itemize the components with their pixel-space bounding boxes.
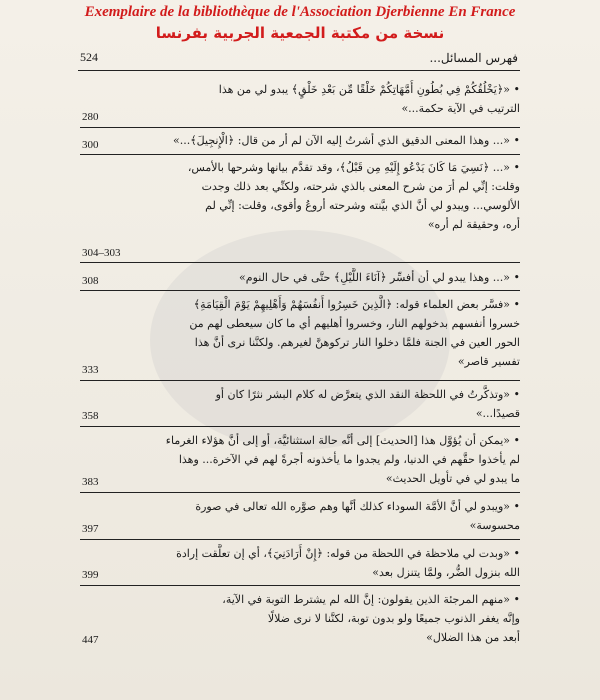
index-entry (80, 497, 520, 535)
separator-rule (85, 380, 520, 381)
entry-line: وقلت: إنِّي لم أرَ من شرح المعنى بالذي شرحته، ولكنِّي بعد ذلك وجدت (201, 180, 520, 193)
entry-page-number: 300 (82, 139, 99, 151)
entry-line: ما يبدو لي في تأويل الحديث» (385, 472, 520, 485)
header-rule (78, 70, 520, 71)
entry-line: الترتيب في الآية حكمة...» (401, 102, 520, 115)
library-stamp-arabic: نسخة من مكتبة الجمعية الجربية بفرنسا (155, 24, 445, 42)
entry-line: • «... وهذا يبدو لي أن أفسِّر ﴿آنَاءَ اللَّيْلِ﴾ حتَّى في حال النوم» (239, 271, 520, 284)
entry-line: • «ويبدو لي أنَّ الأمَّة السوداء كذلك أنَّها وهم صوَّره الله تعالى في صورة (195, 500, 520, 513)
library-stamp-french: Exemplaire de la bibliothèque de l'Association Djerbienne En France (84, 4, 516, 20)
running-header-title: فهرس المسائل... (429, 51, 518, 65)
index-entry (80, 295, 520, 371)
entry-line: • «... ﴿نَسِيَ مَا كَانَ يَدْعُو إِلَيْهِ مِن قَبْلُ﴾، وقد تقدَّم بيانها وشرحها بالأمس، (187, 161, 520, 174)
entry-page-number: 308 (82, 275, 99, 287)
entry-page-number: 447 (82, 634, 99, 646)
entry-page-number: 399 (82, 569, 99, 581)
separator-rule (85, 262, 520, 263)
index-entry (80, 385, 520, 423)
entry-line: • «﴿يَخْلُقُكُمْ فِي بُطُونِ أُمَّهَاتِكُمْ خَلْقًا مِّن بَعْدِ خَلْقٍ﴾ يبدو لي من هذا (218, 83, 520, 96)
running-header-page-number: 524 (80, 50, 98, 64)
separator-rule (85, 290, 520, 291)
entry-line: قصيدًا...» (475, 407, 520, 420)
entry-line: الحور العين في الجنة فلمَّا دخلوا النار تركوهنَّ لغيرهم. ولكنَّنا نرى أنَّ هذا (194, 336, 520, 349)
entry-line: وإنَّه يغفر الذنوب جميعًا ولو بدون توبة، لكنَّنا لا نرى ضلالًا (267, 612, 520, 625)
entry-page-number: 397 (82, 523, 99, 535)
index-entry (80, 268, 520, 287)
index-entry (80, 131, 520, 150)
separator-rule (85, 539, 520, 540)
entry-page-number: 358 (82, 410, 99, 422)
index-entry (80, 590, 520, 647)
entry-line: الألوسي... ويبدو لي أنَّ الذي بيَّنته وشرحته أروعُ وأقوى، وقلت: إنِّي لم (205, 199, 520, 212)
facing-page-bleed (530, 80, 600, 600)
separator-rule (85, 127, 520, 128)
separator-rule (85, 154, 520, 155)
entry-line: • «وتذكَّرتُ في اللحظة النقد الذي يتعرَّض له كلام البشر نثرًا كان أو (215, 388, 520, 401)
entry-line: أبعد من هذا الضلال» (426, 631, 520, 644)
entry-line: خسروا أنفسهم بدخولهم النار، وخسروا أهليهم أي ما كان سيعطى لهم من (189, 317, 520, 330)
separator-rule (85, 426, 520, 427)
entry-page-number: 333 (82, 364, 99, 376)
index-entry (80, 544, 520, 582)
index-entry (80, 431, 520, 488)
separator-rule (85, 492, 520, 493)
entry-line: • «منهم المرجئة الذين يقولون: إنَّ الله لم يشترط التوبة في الآية، (222, 593, 520, 606)
entry-line: • «فسَّر بعض العلماء قوله: ﴿الَّذِينَ خَسِرُوا أَنفُسَهُمْ وَأَهْلِيهِمْ يَوْمَ الْقِيَامَةِ﴾ (193, 298, 520, 311)
entry-page-number: 280 (82, 111, 99, 123)
entry-line: • «... وهذا المعنى الدقيق الذي أشرتُ إليه الآن لم أر من قال: ﴿الْإِنجِيلَ﴾...» (173, 134, 520, 147)
entry-page-number: 383 (82, 476, 99, 488)
entry-line: محسوسة» (469, 519, 520, 532)
separator-rule (85, 585, 520, 586)
entry-line: أره، وحقيقة لم أره» (427, 218, 520, 231)
entry-line: الله بنزول الضُّر، ولمَّا يتنزل بعد» (372, 566, 520, 579)
entry-line: تفسير قاصر» (457, 355, 520, 368)
entry-line: • «وبدت لي ملاحظة في اللحظة من قوله: ﴿إِنْ أَرَادَنِيَ﴾، أي إن تعلَّقت إرادة (176, 547, 520, 560)
index-entry (80, 158, 520, 234)
entry-line: لم يأخذوا حقَّهم في الدنيا، ولم يجدوا ما يأخذونه أجرةً لهم في الآخرة... وهذا (178, 453, 520, 466)
entry-line: • «يمكن أن يُؤوَّل هذا [الحديث] إلى أنَّه حالة استثنائيَّة، أو إلى أنَّ هؤلاء الغرماء (165, 434, 520, 447)
entry-page-number: 304–303 (82, 247, 121, 259)
index-entry (80, 80, 520, 118)
